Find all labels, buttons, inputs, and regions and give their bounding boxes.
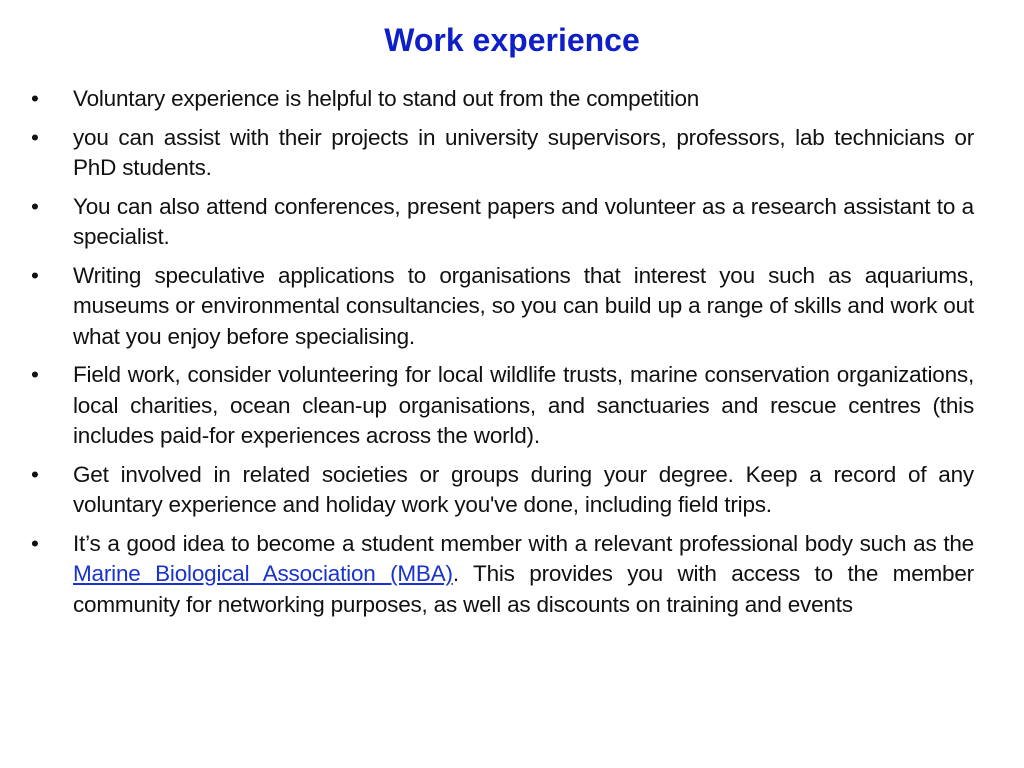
bullet-icon: •: [31, 461, 39, 487]
bullet-text: You can also attend conferences, present papers and volunteer as a research assistant to a specialist.: [73, 193, 974, 249]
list-item: [28, 360, 974, 452]
bullet-icon: •: [31, 530, 39, 556]
bullet-icon: •: [31, 86, 39, 111]
list-item: [28, 84, 974, 115]
bullet-text: Writing speculative applications to organisations that interest you such as aquariums, museums or environmental consultancies, so you can build up a range of skills and work out what you enjoy before specialising.: [73, 262, 974, 349]
list-item: [28, 460, 974, 521]
bullet-icon: •: [31, 362, 39, 387]
bullet-text-before-link: It’s a good idea to become a student member with a relevant professional body such as the: [73, 530, 974, 556]
bullet-icon: •: [31, 193, 39, 219]
mba-link[interactable]: Marine Biological Association (MBA): [73, 561, 453, 586]
bullet-icon: •: [31, 262, 39, 288]
list-item: [28, 529, 974, 621]
bullet-text: Field work, consider volunteering for local wildlife trusts, marine conservation organizations, local charities, ocean clean-up organisations, and sanctuaries and rescue centres (this includes paid-for experiences across the world).: [73, 362, 974, 448]
bullet-text: Voluntary experience is helpful to stand out from the competition: [73, 86, 700, 111]
bullet-icon: •: [31, 124, 39, 150]
list-item: [28, 261, 974, 353]
bullet-text: you can assist with their projects in university supervisors, professors, lab technicians or PhD students.: [73, 124, 974, 180]
bullet-list: [28, 84, 974, 628]
bullet-text: Get involved in related societies or groups during your degree. Keep a record of any voluntary experience and holiday work you've done, including field trips.: [73, 461, 974, 517]
list-item: [28, 192, 974, 253]
slide-title: Work experience: [384, 22, 640, 58]
list-item: [28, 123, 974, 184]
bullet-text-after-link: . This provides you with access to the member community for networking purposes, as well as discounts on training and events: [73, 561, 974, 617]
